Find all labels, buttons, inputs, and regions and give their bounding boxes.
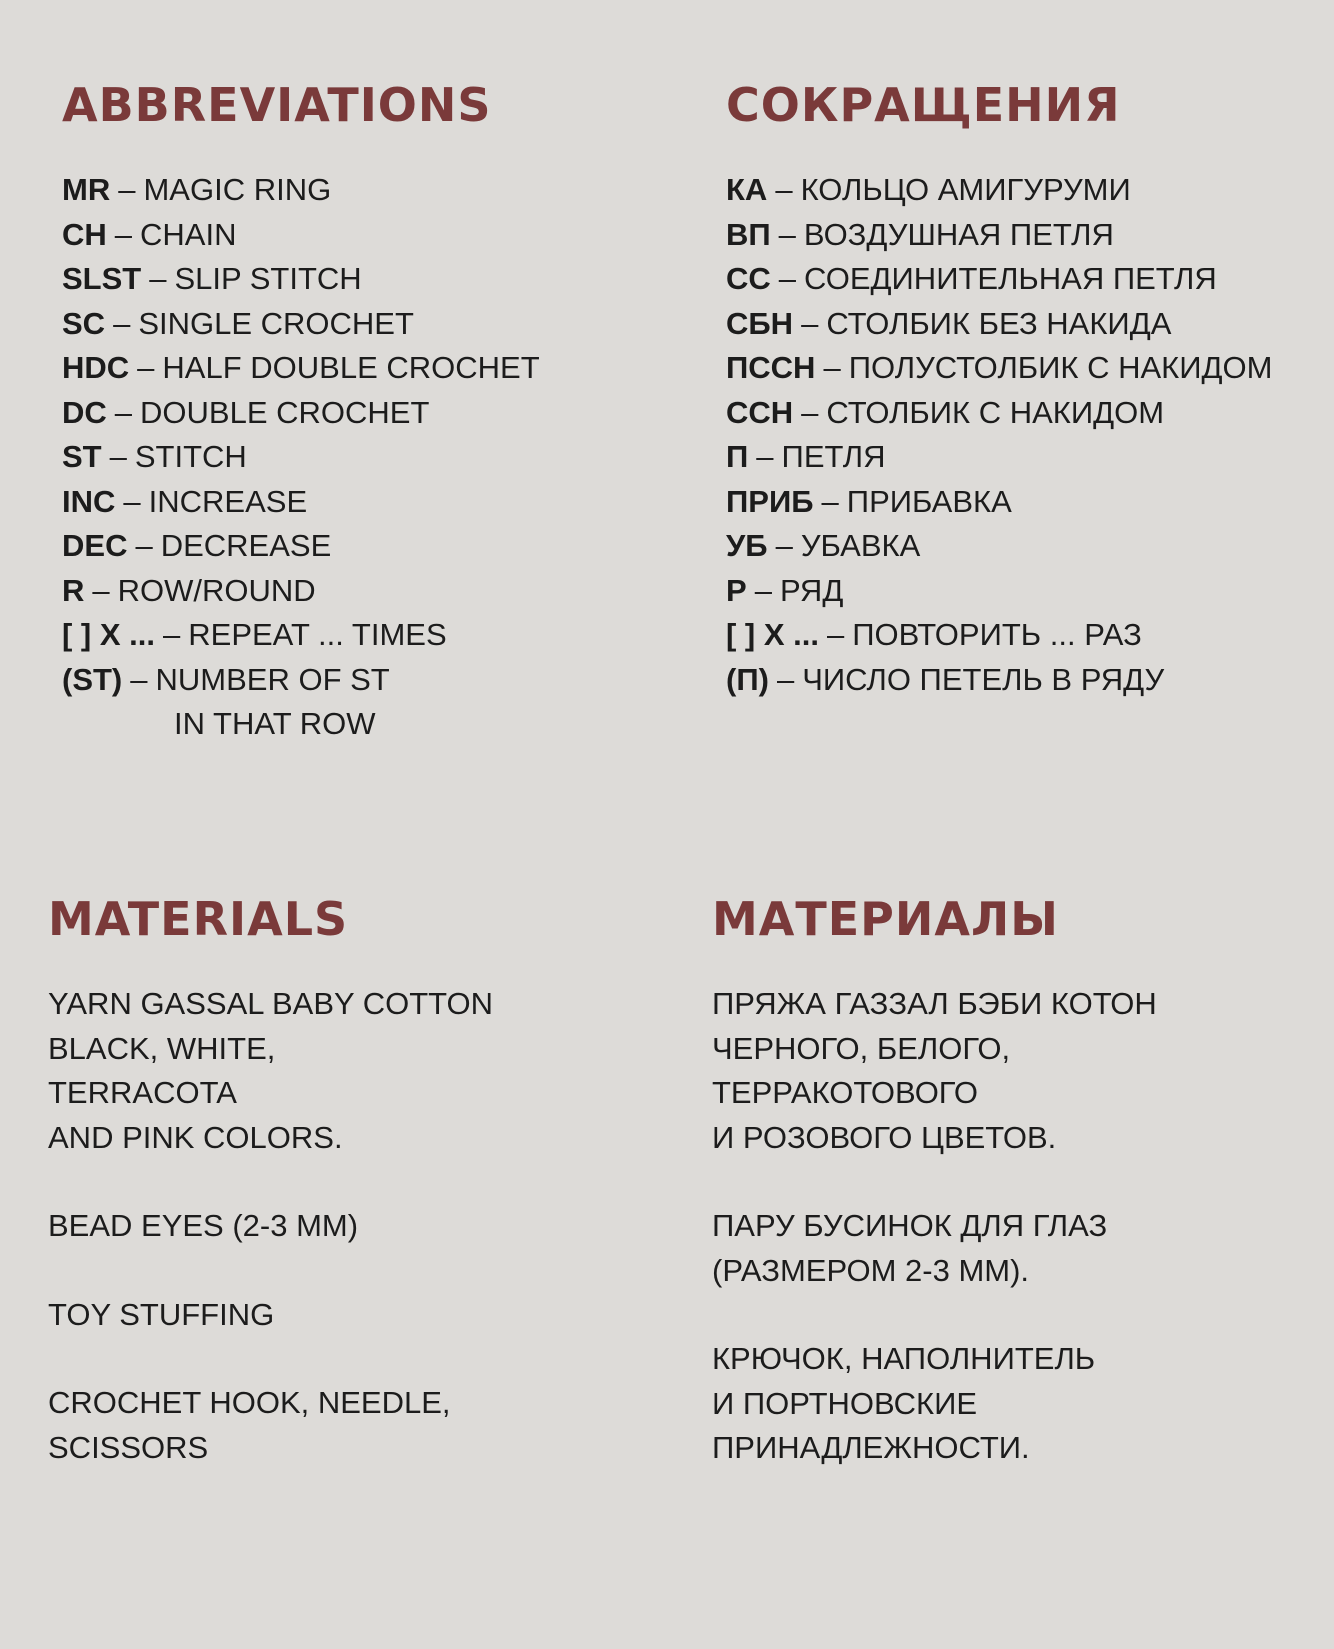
abbreviation-separator: – — [754, 572, 772, 608]
material-line: CROCHET HOOK, NEEDLE, — [48, 1385, 451, 1420]
abbreviation-row — [62, 480, 540, 525]
material-group — [712, 982, 1157, 1160]
abbreviation-key: SC — [62, 305, 106, 341]
abbreviation-value: MAGIC RING — [143, 172, 332, 207]
abbreviation-value: NUMBER OF ST — [155, 661, 390, 697]
material-line: (РАЗМЕРОМ 2-3 ММ). — [712, 1252, 1030, 1288]
abbreviation-key: HDC — [62, 350, 130, 385]
abbreviation-row — [726, 168, 1272, 213]
abbreviation-separator: – — [827, 617, 845, 652]
abbreviation-row — [726, 569, 1272, 614]
abbreviation-row — [726, 435, 1272, 480]
abbreviation-row — [726, 658, 1272, 703]
abbreviation-value: DECREASE — [160, 528, 332, 563]
material-line: ЧЕРНОГО, БЕЛОГО, — [712, 1030, 1011, 1066]
abbreviation-key: (П) — [726, 661, 769, 697]
material-group — [712, 1204, 1157, 1293]
abbreviation-key: КА — [726, 172, 768, 207]
abbreviation-separator: – — [135, 528, 153, 563]
abbreviation-key: УБ — [726, 528, 768, 563]
abbreviation-key: ССН — [726, 394, 794, 430]
abbreviation-key: П — [726, 439, 749, 474]
abbreviations-ru-title: СОКРАЩЕНИЯ — [726, 78, 1121, 132]
abbreviations-ru-section — [726, 78, 1273, 702]
abbreviation-separator: – — [801, 394, 819, 430]
material-line: И ПОРТНОВСКИЕ — [712, 1385, 978, 1421]
abbreviation-key: Р — [726, 572, 747, 608]
abbreviation-separator: – — [114, 394, 133, 430]
materials-ru-title: МАТЕРИАЛЫ — [712, 892, 1059, 946]
abbreviation-row — [62, 613, 540, 658]
material-group — [48, 1204, 493, 1249]
abbreviation-row — [62, 658, 540, 703]
abbreviation-row — [726, 524, 1272, 569]
material-group — [48, 1381, 493, 1470]
abbreviation-key: СБН — [726, 305, 794, 341]
abbreviation-key: ST — [62, 439, 102, 474]
abbreviation-row — [62, 168, 540, 213]
abbreviations-en-title: ABBREVIATIONS — [62, 78, 492, 132]
abbreviation-separator: – — [778, 261, 797, 296]
material-line: И РОЗОВОГО ЦВЕТОВ. — [712, 1119, 1057, 1155]
abbreviations-en-list — [62, 168, 540, 747]
abbreviation-value: ВОЗДУШНАЯ ПЕТЛЯ — [803, 216, 1114, 252]
abbreviation-value: СТОЛБИК БЕЗ НАКИДА — [826, 305, 1172, 341]
abbreviation-row — [62, 524, 540, 569]
abbreviation-key: СС — [726, 261, 771, 296]
abbreviation-key: MR — [62, 172, 111, 207]
materials-ru-list — [712, 982, 1157, 1471]
abbreviation-key: ВП — [726, 216, 771, 252]
abbreviation-value: STITCH — [134, 439, 247, 474]
abbreviation-value: SINGLE CROCHET — [138, 305, 414, 341]
abbreviation-value: СОЕДИНИТЕЛЬНАЯ ПЕТЛЯ — [804, 261, 1217, 296]
material-line: AND PINK COLORS. — [48, 1119, 343, 1155]
abbreviation-row — [62, 435, 540, 480]
material-group — [48, 1293, 493, 1338]
abbreviation-value: СТОЛБИК С НАКИДОМ — [826, 394, 1165, 430]
abbreviation-key: (ST) — [62, 661, 123, 697]
abbreviation-key: CH — [62, 216, 107, 252]
abbreviation-value: HALF DOUBLE CROCHET — [162, 350, 540, 385]
abbreviation-row — [726, 391, 1272, 436]
material-line: YARN GASSAL BABY COTTON — [48, 986, 494, 1021]
abbreviation-row — [726, 302, 1272, 347]
material-group — [48, 982, 493, 1160]
abbreviation-value: УБАВКА — [800, 528, 921, 563]
abbreviation-continuation: IN THAT ROW — [174, 706, 376, 741]
materials-en-list — [48, 982, 493, 1470]
abbreviation-row — [62, 569, 540, 614]
abbreviation-value: ПРИБАВКА — [846, 483, 1012, 519]
abbreviation-value: INCREASE — [148, 483, 308, 519]
abbreviation-value: DOUBLE CROCHET — [140, 394, 430, 430]
abbreviation-separator: – — [775, 528, 793, 563]
abbreviation-separator: – — [801, 305, 819, 341]
abbreviation-separator: – — [756, 439, 774, 474]
material-line: ПРЯЖА ГАЗЗАЛ БЭБИ КОТОН — [712, 986, 1157, 1021]
abbreviation-key: R — [62, 572, 85, 608]
abbreviation-row — [726, 613, 1272, 658]
abbreviation-separator: – — [821, 483, 839, 519]
abbreviation-key: SLST — [62, 261, 142, 296]
material-line: ПАРУ БУСИНОК ДЛЯ ГЛАЗ — [712, 1208, 1108, 1243]
abbreviation-value: ПЕТЛЯ — [781, 439, 886, 474]
abbreviation-key: DEC — [62, 528, 128, 563]
abbreviation-separator: – — [775, 172, 793, 207]
abbreviations-ru-list — [726, 168, 1272, 702]
material-group — [712, 1337, 1157, 1471]
materials-en-title: MATERIALS — [48, 892, 349, 946]
abbreviation-row — [726, 480, 1272, 525]
material-line: BLACK, WHITE, — [48, 1030, 276, 1066]
abbreviation-value: РЯД — [779, 572, 844, 608]
abbreviations-en-section — [62, 78, 540, 747]
abbreviation-value: ROW/ROUND — [117, 572, 316, 608]
abbreviation-separator: – — [109, 439, 127, 474]
abbreviation-key: INC — [62, 483, 116, 519]
abbreviation-row — [62, 213, 540, 258]
material-line: TOY STUFFING — [48, 1296, 275, 1332]
abbreviation-separator: – — [92, 572, 110, 608]
abbreviation-value: REPEAT ... TIMES — [188, 617, 447, 652]
material-line: SCISSORS — [48, 1429, 209, 1465]
material-line: ТЕРРАКОТОВОГО — [712, 1075, 978, 1110]
abbreviation-separator: – — [778, 216, 796, 252]
materials-ru-section — [712, 892, 1157, 1515]
abbreviation-value: CHAIN — [140, 216, 237, 252]
abbreviation-key: [ ] Х ... — [726, 617, 819, 652]
abbreviation-separator: – — [114, 216, 133, 252]
abbreviation-separator: – — [137, 350, 155, 385]
abbreviation-key: [ ] X ... — [62, 617, 155, 652]
abbreviation-key: ПССН — [726, 350, 816, 385]
abbreviation-value: ПОЛУСТОЛБИК С НАКИДОМ — [848, 350, 1273, 385]
abbreviation-row — [726, 346, 1272, 391]
abbreviation-row — [62, 257, 540, 302]
abbreviation-separator: – — [823, 350, 841, 385]
material-line: ПРИНАДЛЕЖНОСТИ. — [712, 1430, 1030, 1465]
abbreviation-value: SLIP STITCH — [174, 261, 362, 296]
material-line: TERRACOTA — [48, 1075, 237, 1110]
abbreviation-separator: – — [149, 261, 167, 296]
abbreviation-row — [726, 213, 1272, 258]
abbreviation-row — [62, 302, 540, 347]
material-line: BEAD EYES (2-3 MM) — [48, 1208, 359, 1243]
abbreviation-separator: – — [113, 305, 131, 341]
abbreviation-value: ПОВТОРИТЬ ... РАЗ — [852, 617, 1142, 652]
abbreviation-separator: – — [123, 483, 141, 519]
abbreviation-separator: – — [130, 661, 148, 697]
abbreviation-key: ПРИБ — [726, 483, 814, 519]
abbreviation-row — [726, 257, 1272, 302]
abbreviation-separator: – — [163, 617, 181, 652]
abbreviation-value: ЧИСЛО ПЕТЕЛЬ В РЯДУ — [802, 661, 1165, 697]
abbreviation-row — [62, 391, 540, 436]
materials-en-section — [48, 892, 494, 1514]
abbreviation-separator: – — [776, 661, 795, 697]
abbreviation-value: КОЛЬЦО АМИГУРУМИ — [800, 172, 1131, 207]
abbreviation-separator: – — [118, 172, 136, 207]
abbreviation-key: DC — [62, 394, 107, 430]
material-line: КРЮЧОК, НАПОЛНИТЕЛЬ — [712, 1341, 1096, 1376]
abbreviation-row — [62, 346, 540, 391]
